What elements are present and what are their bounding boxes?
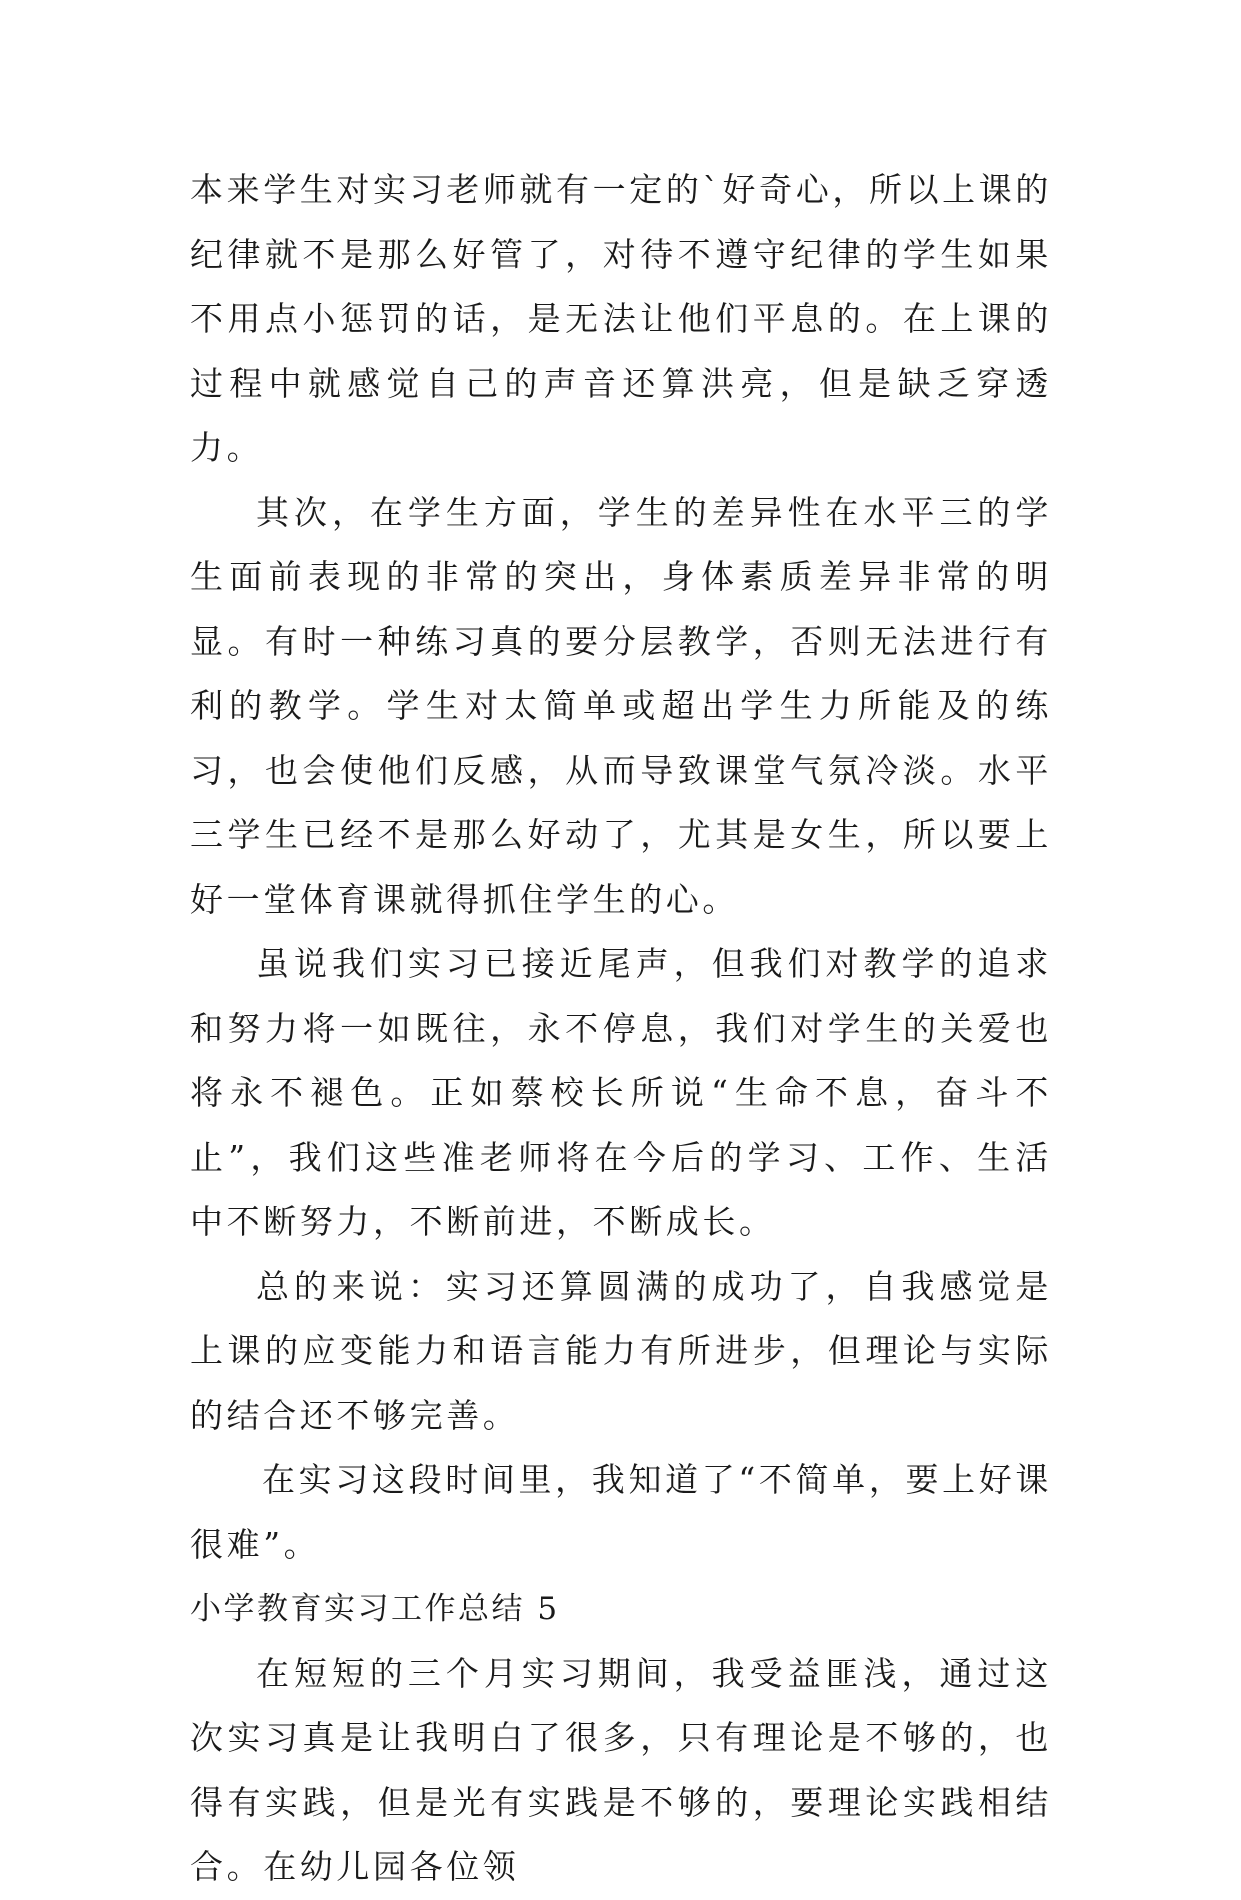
section-heading: 小学教育实习工作总结 5 — [190, 1591, 560, 1627]
paragraph-summary: 总的来说：实习还算圆满的成功了，自我感觉是上课的应变能力和语言能力有所进步，但理论与实际的结合还不够完善。 — [190, 1266, 1052, 1435]
paragraph-lesson-learned: 在实习这段时间里，我知道了“不简单，要上好课很难”。 — [190, 1460, 1052, 1564]
paragraph-section-intro: 在短短的三个月实习期间，我受益匪浅，通过这次实习真是让我明白了很多，只有理论是不够的，也得有实践，但是光有实践是不够的，要理论实践相结合。在幼儿园各位领 — [190, 1653, 1052, 1886]
paragraph-internship-ending: 虽说我们实习已接近尾声，但我们对教学的追求和努力将一如既往，永不停息，我们对学生的关爱也将永不褪色。正如蔡校长所说“生命不息，奋斗不止”，我们这些准老师将在今后的学习、工作、生活中不断努力，不断前进，不断成长。 — [190, 944, 1052, 1241]
paragraph-student-differences: 其次，在学生方面，学生的差异性在水平三的学生面前表现的非常的突出，身体素质差异非常的明显。有时一种练习真的要分层教学，否则无法进行有利的教学。学生对太简单或超出学生力所能及的练习，也会使他们反感，从而导致课堂气氛冷淡。水平三学生已经不是那么好动了，尤其是女生，所以要上好一堂体育课就得抓住学生的心。 — [190, 492, 1052, 919]
document-body — [190, 158, 1052, 1900]
paragraph-discipline: 本来学生对实习老师就有一定的`好奇心，所以上课的纪律就不是那么好管了，对待不遵守纪律的学生如果不用点小惩罚的话，是无法让他们平息的。在上课的过程中就感觉自己的声音还算洪亮，但是缺乏穿透力。 — [190, 170, 1052, 467]
